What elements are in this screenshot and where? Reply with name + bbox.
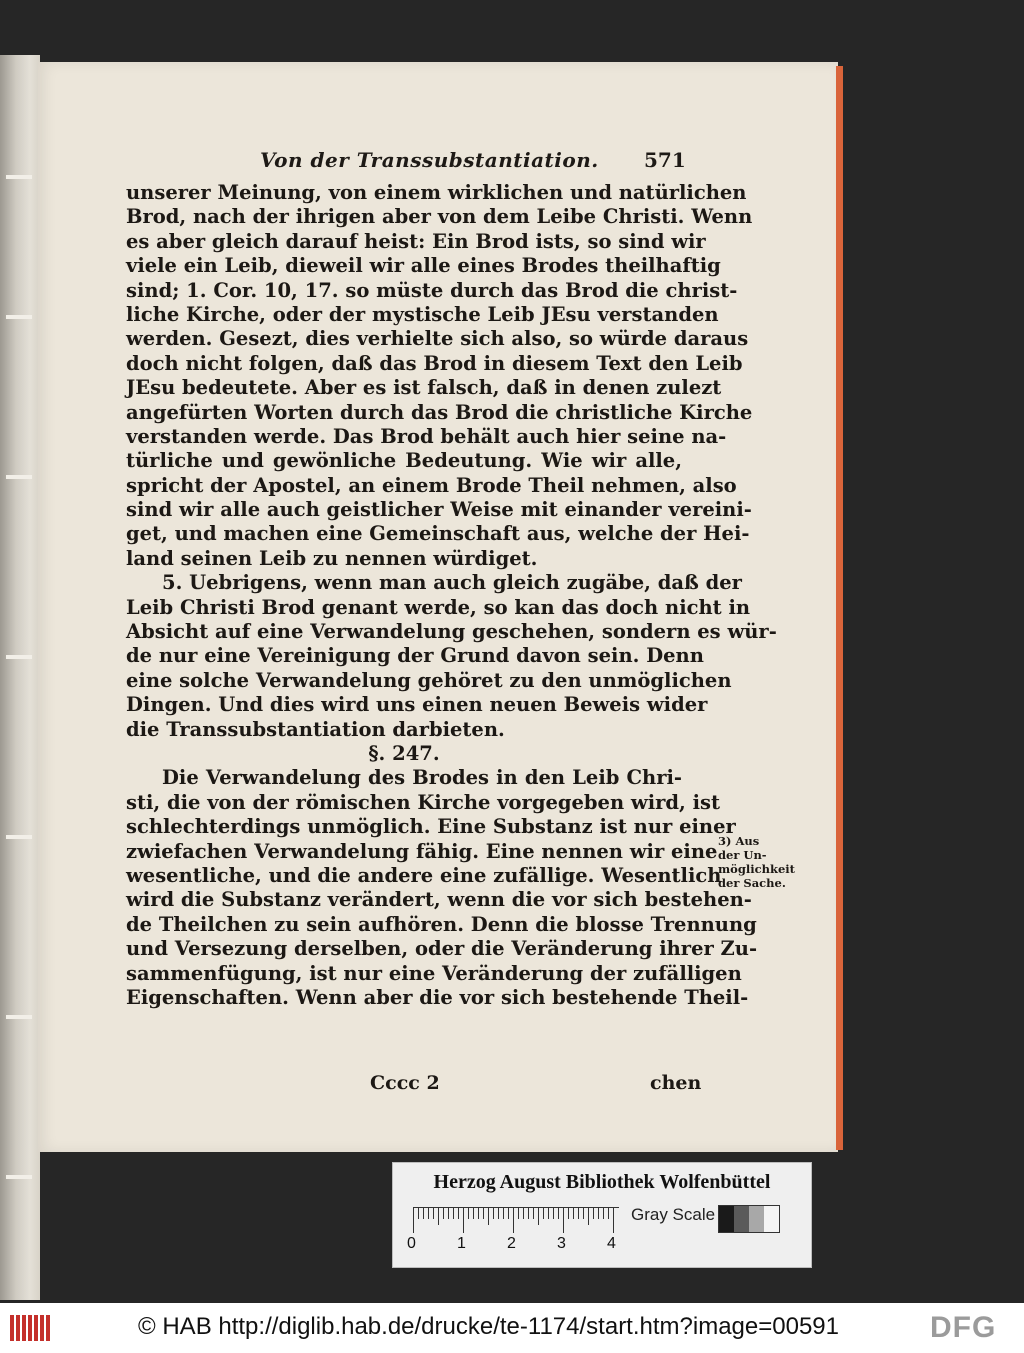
text-line: zwiefachen Verwandelung fähig. Eine nennen wir eine	[126, 839, 718, 863]
ruler-tick	[438, 1207, 439, 1225]
ruler-tick	[508, 1207, 509, 1219]
ruler-number: 2	[507, 1235, 516, 1252]
ruler-tick	[493, 1207, 494, 1219]
book-page	[38, 62, 838, 1152]
text-line: und Versezung derselben, oder die Veränderung ihrer Zu-	[126, 937, 758, 961]
text-line: eine solche Verwandelung gehöret zu den unmöglichen	[126, 668, 732, 692]
text-line: es aber gleich darauf heist: Ein Brod ists, so sind wir	[126, 229, 706, 253]
ruler-tick	[443, 1207, 444, 1219]
ruler-tick	[573, 1207, 574, 1219]
text-line: de Theilchen zu sein aufhören. Denn die blosse Trennung	[126, 912, 757, 936]
ruler-tick	[568, 1207, 569, 1219]
scale-ruler	[413, 1207, 619, 1235]
ruler-tick	[518, 1207, 519, 1219]
text-line: Brod, nach der ihrigen aber von dem Leibe Christi. Wenn	[126, 205, 753, 229]
ruler-tick	[468, 1207, 469, 1219]
ruler-tick	[483, 1207, 484, 1219]
hab-logo-icon	[10, 1315, 56, 1341]
ruler-number: 1	[457, 1235, 466, 1252]
ruler-tick	[418, 1207, 419, 1219]
ruler-tick	[413, 1207, 414, 1233]
text-line: 5. Uebrigens, wenn man auch gleich zugäbe, daß der	[162, 571, 742, 595]
text-line: spricht der Apostel, an einem Brode Theil nehmen, also	[126, 473, 737, 497]
text-line: sind wir alle auch geistlicher Weise mit einander vereini-	[126, 498, 752, 522]
text-line: angefürten Worten durch das Brod die christliche Kirche	[126, 400, 753, 424]
text-line: werden. Gesezt, dies verhielte sich also, so würde daraus	[126, 327, 749, 351]
marginal-note	[718, 834, 798, 890]
text-line: Die Verwandelung des Brodes in den Leib Chri-	[162, 766, 682, 790]
ruler-tick	[458, 1207, 459, 1219]
ruler-tick	[498, 1207, 499, 1219]
text-line: türliche und gewönliche Bedeutung. Wie wir alle,	[126, 449, 682, 473]
ruler-tick	[473, 1207, 474, 1219]
text-line: viele ein Leib, dieweil wir alle eines Brodes theilhaftig	[126, 254, 721, 278]
ruler-tick	[503, 1207, 504, 1219]
ruler-tick	[428, 1207, 429, 1219]
ruler-tick	[613, 1207, 614, 1233]
book-edge	[0, 55, 40, 1300]
ruler-tick	[433, 1207, 434, 1219]
text-line: schlechterdings unmöglich. Eine Substanz ist nur einer	[126, 815, 736, 839]
ruler-tick	[548, 1207, 549, 1219]
ruler-tick	[423, 1207, 424, 1219]
ruler-tick	[523, 1207, 524, 1219]
ruler-tick	[578, 1207, 579, 1219]
ruler-tick	[478, 1207, 479, 1219]
text-line: sti, die von der römischen Kirche vorgegeben wird, ist	[126, 790, 720, 814]
ruler-tick	[533, 1207, 534, 1219]
running-title: Von der Transsubstantiation.	[260, 148, 599, 172]
library-name: Herzog August Bibliothek Wolfenbüttel	[433, 1171, 771, 1193]
text-line: land seinen Leib zu nennen würdiget.	[126, 546, 538, 570]
ruler-tick	[543, 1207, 544, 1219]
ruler-tick	[463, 1207, 464, 1233]
marginal-line: 3) Aus	[718, 834, 760, 848]
ruler-tick	[513, 1207, 514, 1233]
ruler-tick	[553, 1207, 554, 1219]
ruler-tick	[588, 1207, 589, 1225]
ruler-tick	[528, 1207, 529, 1219]
marginal-line: der Sache.	[718, 876, 786, 890]
text-line: sammenfügung, ist nur eine Veränderung der zufälligen	[126, 961, 742, 985]
page-edge	[836, 66, 843, 1150]
text-line: sind; 1. Cor. 10, 17. so müste durch das Brod die christ-	[126, 278, 738, 302]
copyright-url[interactable]: © HAB http://diglib.hab.de/drucke/te-1174/start.htm?image=00591	[138, 1313, 839, 1340]
library-label	[392, 1162, 812, 1268]
text-line: doch nicht folgen, daß das Brod in diesem Text den Leib	[126, 351, 743, 375]
text-line: get, und machen eine Gemeinschaft aus, welche der Hei-	[126, 522, 750, 546]
text-line: unserer Meinung, von einem wirklichen und natürlichen	[126, 181, 747, 204]
text-line: Eigenschaften. Wenn aber die vor sich bestehende Theil-	[126, 985, 749, 1009]
text-line: verstanden werde. Das Brod behält auch hier seine na-	[126, 424, 727, 448]
text-line: §. 247.	[368, 741, 440, 765]
text-line: liche Kirche, oder der mystische Leib JEsu verstanden	[126, 302, 719, 326]
text-line: wesentliche, und die andere eine zufällige. Wesentlich	[126, 863, 722, 887]
ruler-tick	[598, 1207, 599, 1219]
ruler-number: 4	[607, 1235, 616, 1252]
text-line: Leib Christi Brod genant werde, so kan das doch nicht in	[126, 595, 751, 619]
ruler-number: 0	[407, 1235, 416, 1252]
text-line: Dingen. Und dies wird uns einen neuen Beweis wider	[126, 693, 708, 717]
text-line: Absicht auf eine Verwandelung geschehen, sondern es wür-	[126, 620, 777, 644]
gray-scale-swatch	[718, 1205, 780, 1233]
gray-scale-label: Gray Scale	[631, 1205, 716, 1224]
text-line: die Transsubstantiation darbieten.	[126, 717, 505, 741]
footer-bar	[0, 1303, 1024, 1353]
ruler-tick	[593, 1207, 594, 1219]
ruler-number: 3	[557, 1235, 566, 1252]
catchword: chen	[650, 1072, 702, 1094]
ruler-tick	[563, 1207, 564, 1233]
ruler-tick	[603, 1207, 604, 1219]
ruler-tick	[583, 1207, 584, 1219]
text-line: JEsu bedeutete. Aber es ist falsch, daß in denen zulezt	[126, 376, 722, 400]
ruler-tick	[453, 1207, 454, 1219]
ruler-tick	[608, 1207, 609, 1219]
dfg-logo: DFG	[930, 1311, 997, 1344]
ruler-tick	[448, 1207, 449, 1219]
marginal-line: möglichkeit	[718, 862, 795, 876]
ruler-tick	[558, 1207, 559, 1219]
ruler-tick	[538, 1207, 539, 1225]
text-line: de nur eine Vereinigung der Grund davon sein. Denn	[126, 644, 704, 668]
text-line: wird die Substanz verändert, wenn die vor sich bestehen-	[126, 888, 752, 912]
page-number: 571	[644, 148, 686, 172]
signature-mark: Cccc 2	[370, 1072, 440, 1094]
ruler-tick	[488, 1207, 489, 1225]
marginal-line: der Un-	[718, 848, 767, 862]
